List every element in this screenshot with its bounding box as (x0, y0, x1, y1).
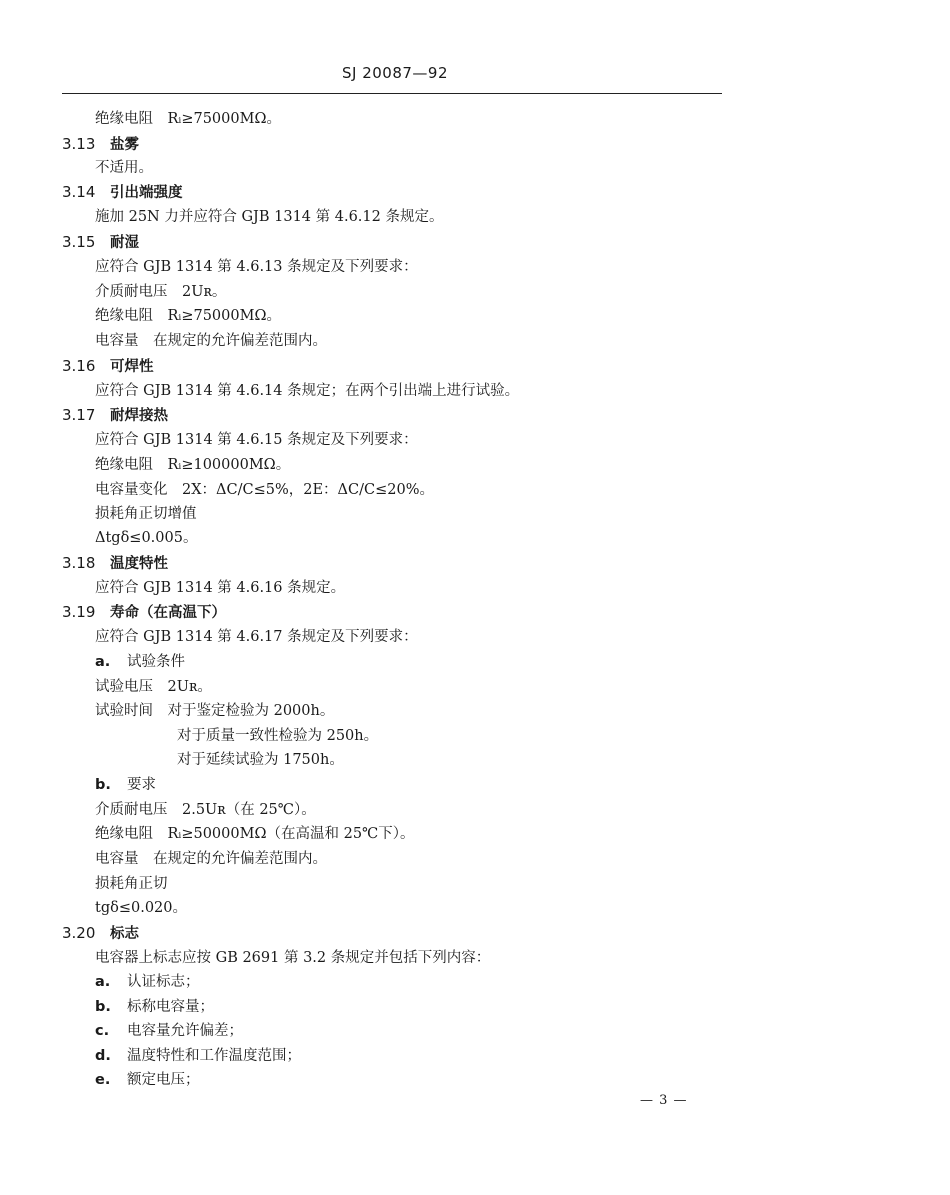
list-item (95, 972, 200, 992)
list-item-text: 认证标志； (127, 974, 200, 990)
section-title: 耐湿 (110, 235, 139, 251)
body-text-line: 损耗角正切增值 (95, 506, 197, 522)
body-text-line: tgδ≤0.020。 (95, 900, 187, 916)
section-title: 寿命（在高温下） (110, 605, 226, 621)
section-heading (62, 134, 139, 155)
body-text-line: 对于质量一致性检验为 250h。 (177, 728, 379, 744)
body-text-line: 对于延续试验为 1750h。 (177, 752, 344, 768)
list-item (95, 775, 156, 795)
body-text-line: 施加 25N 力并应符合 GJB 1314 第 4.6.12 条规定。 (95, 209, 444, 225)
section-number: 3.19 (62, 603, 96, 621)
body-text-line: 绝缘电阻 Rᵢ≥75000MΩ。 (95, 308, 281, 324)
body-text-line: 电容器上标志应按 GB 2691 第 3.2 条规定并包括下列内容： (95, 950, 491, 966)
section-title: 温度特性 (110, 556, 168, 572)
body-text-line: 应符合 GJB 1314 第 4.6.16 条规定。 (95, 580, 346, 596)
body-text-line: 电容量 在规定的允许偏差范围内。 (95, 333, 327, 349)
body-text-line: Δtgδ≤0.005。 (95, 530, 198, 546)
body-text-line: 电容量变化 2X：ΔC/C≤5%，2E：ΔC/C≤20%。 (95, 482, 434, 498)
body-text-line: 绝缘电阻 Rᵢ≥50000MΩ（在高温和 25℃下）。 (95, 826, 415, 842)
section-number: 3.18 (62, 554, 96, 572)
list-item-letter: b. (95, 999, 111, 1015)
section-number: 3.14 (62, 183, 96, 201)
header-rule (62, 93, 722, 94)
section-title: 盐雾 (110, 137, 139, 153)
section-heading (62, 553, 168, 574)
body-text-line: 损耗角正切 (95, 876, 168, 892)
body-text-line: 应符合 GJB 1314 第 4.6.15 条规定及下列要求： (95, 432, 418, 448)
list-item-letter: a. (95, 654, 111, 670)
section-number: 3.16 (62, 357, 96, 375)
list-item-letter: e. (95, 1072, 111, 1088)
list-item (95, 1070, 200, 1090)
body-text-line: 不适用。 (95, 160, 153, 176)
body-text-line: 电容量 在规定的允许偏差范围内。 (95, 851, 327, 867)
body-text-line: 应符合 GJB 1314 第 4.6.14 条规定；在两个引出端上进行试验。 (95, 383, 520, 399)
page-number: — 3 — (640, 1093, 688, 1108)
list-item-text: 额定电压； (127, 1072, 200, 1088)
list-item-letter: d. (95, 1048, 111, 1064)
section-title: 标志 (110, 926, 139, 942)
body-text-line: 应符合 GJB 1314 第 4.6.13 条规定及下列要求： (95, 259, 418, 275)
body-text-line: 试验电压 2Uʀ。 (95, 679, 212, 695)
body-text-line: 介质耐电压 2.5Uʀ（在 25℃）。 (95, 802, 316, 818)
list-item-text: 电容量允许偏差； (127, 1023, 243, 1039)
list-item (95, 1021, 243, 1041)
list-item-text: 标称电容量； (127, 999, 214, 1015)
section-title: 耐焊接热 (110, 408, 168, 424)
section-heading (62, 405, 168, 426)
list-item (95, 997, 214, 1017)
section-title: 引出端强度 (110, 185, 183, 201)
list-item-text: 要求 (127, 777, 156, 793)
list-item-text: 温度特性和工作温度范围； (127, 1048, 301, 1064)
list-item (95, 1046, 301, 1066)
list-item-text: 试验条件 (127, 654, 185, 670)
section-heading (62, 356, 154, 377)
section-heading (62, 232, 139, 253)
list-item-letter: a. (95, 974, 111, 990)
section-title: 可焊性 (110, 359, 154, 375)
body-text-line: 绝缘电阻 Rᵢ≥75000MΩ。 (95, 111, 281, 127)
list-item (95, 652, 185, 672)
section-number: 3.20 (62, 924, 96, 942)
section-heading (62, 923, 139, 944)
body-text-line: 介质耐电压 2Uʀ。 (95, 284, 227, 300)
list-item-letter: b. (95, 777, 111, 793)
section-number: 3.13 (62, 135, 96, 153)
list-item-letter: c. (95, 1023, 110, 1039)
body-text-line: 应符合 GJB 1314 第 4.6.17 条规定及下列要求： (95, 629, 418, 645)
body-text-line: 试验时间 对于鉴定检验为 2000h。 (95, 703, 335, 719)
body-text-line: 绝缘电阻 Rᵢ≥100000MΩ。 (95, 457, 291, 473)
section-number: 3.17 (62, 406, 96, 424)
section-heading (62, 602, 226, 623)
section-heading (62, 182, 183, 203)
page-header-code: SJ 20087—92 (341, 64, 449, 82)
section-number: 3.15 (62, 233, 96, 251)
